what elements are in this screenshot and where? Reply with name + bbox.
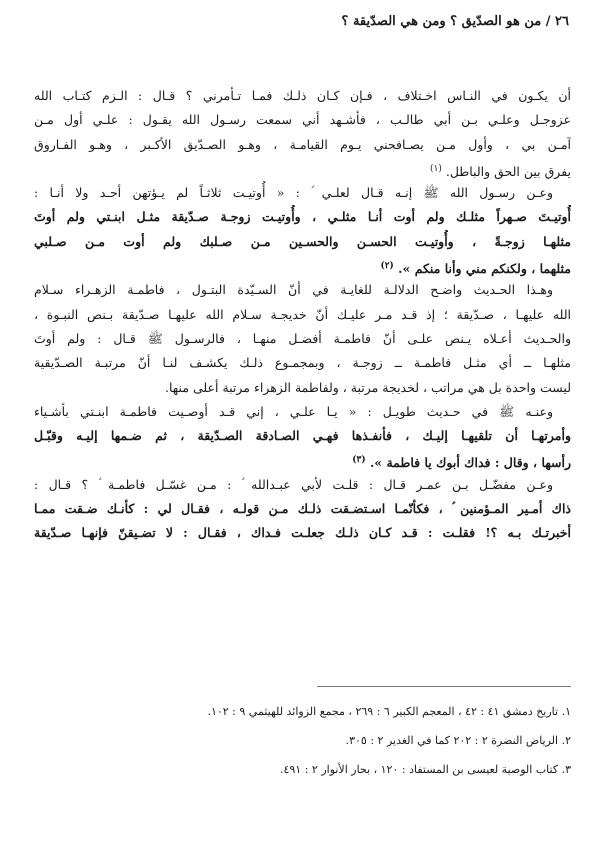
text-line: وعنـه ﷺ في حـديث طويـل : « يـا علـي ، إني قـد أوصـيت فاطمـة ابنـتي بأشـياء [34,403,553,419]
footnote: ٣. كتاب الوصية لعيسى بن المستفاد : ١٢٠ ، بحار الأنوار ٢ : ٤٩١. [279,763,571,776]
page-header: ٢٦ / من هو الصدّيق ؟ ومن هي الصدّيقة ؟ [341,14,569,29]
footnote-ref: (١) [429,163,442,174]
text-line: عزوجـل وعلـي بـن أبي طالـب ، فأشـهد أني سمعت رسـول الله يقـول : علـي أول مـن [34,112,571,128]
footnote-ref: (٢) [380,261,394,272]
body-text [34,84,571,546]
text-line: ليست واحدة بل هي مراتب ، لخديجة مرتبة ، ولفاطمة الزهراء مرتبة أعلى منها. [165,379,571,395]
text-span: يفرق بين الحق والباطل. [445,164,571,180]
text-span: مثلهما ، ولكنكم مني وأنا منكم ». [398,261,571,277]
footnotes [34,697,571,784]
text-line: والحـديث أعـلاه يـنص علـى أنّ فاطمـة أفضـل منهـا ، فالرسـول ﷺ قـال : ولم أوتَ [34,330,571,346]
text-line: آمـن بي ، وأول مـن يصـافحني يـوم القيامـة ، وهـو الصـدّيق الأكـبر ، وهـو الفـاروق [34,136,571,152]
text-line: أخبرتـك بـه ؟! فقلـت : قـد كـان ذلـك جعلـت فـداك ، فقـال : لا تضـيقنّ فإنهـا صـدّيقة [34,525,571,541]
text-line: وهـذا الحـديث واضـح الدلالـة للغايـة في أنّ السـيّدة البتـول ، فاطمـة الزهـراء سـلام [34,282,553,298]
text-line: مثلهـا ــ أي مثـل فاطمـة ــ زوجـة ، وبمجمـوع ذلـك يكشـف لنـا أنّ مرتبـة الصـدّيقية [34,355,571,371]
text-span: رأسها ، وقال : فداك أبوك يا فاطمة ». [369,455,571,471]
text-line: أُوتيـتَ صـهراً مثلـك ولم أوت أنـا مثلـي ، وأُوتيـت زوجـة صـدّيقة مثـل ابنـتي ولم أوتَ [34,209,571,225]
footnote-divider [317,686,571,687]
text-line [34,157,571,181]
text-line: وأمرتهـا أن تلقيهـا إليـك ، فأنفـذها فهـي الصـادقة الصـدّيقة ، ثم ضـمها إليـه وقبّـل [34,428,571,444]
text-line: أن يكـون في النـاس اخـتلاف ، فـإن كـان ذلـك فمـا تـأمرني ؟ قـال : الـزم كتـاب الله [34,88,571,103]
text-line: مثلهـا زوجـةً ، وأُوتيـت الحسـن والحسـين مـن صـلبك ولم أوت مـن صـلبي [34,233,571,249]
text-line: الله عليهـا ، صـدّيقة ؛ إذ قـد مـر عليـك أنّ خديجـة سـلام الله عليهـا صـدّيقة بـنص النبـوة ، [34,306,571,322]
text-line: ذاك أمـير المـؤمنين ؑ ، فكأنّمـا اسـتضـقت ذلـك مـن قولـه ، فقـال لي : كأنـك ضـقت ممـا [34,501,571,517]
text-line [34,254,571,278]
text-line: وعـن مفضّـل بـن عمـر قـال : قلـت لأبي عبـدالله ؑ : مـن غسّـل فاطمـة ؑ ؟ قـال : [34,476,553,492]
footnote-ref: (٣) [352,455,366,466]
footnote: ١. تاريخ دمشق ٤١ : ٤٢ ، المعجم الكبير ٦ : ٢٦٩ ، مجمع الزوائد للهيثمي ٩ : ١٠٢. [207,705,571,718]
footnote: ٢. الرياض النضرة ٢ : ٢٠٢ كما في الغدير ٢ : ٣٠٥. [345,734,571,747]
text-line: وعـن رسـول الله ﷺ إنـه قـال لعلـي ؑ : « أُوتيـت ثلاثـاً لم يـؤتهن أحـد ولا أنـا : [34,185,553,201]
text-line [34,448,571,472]
